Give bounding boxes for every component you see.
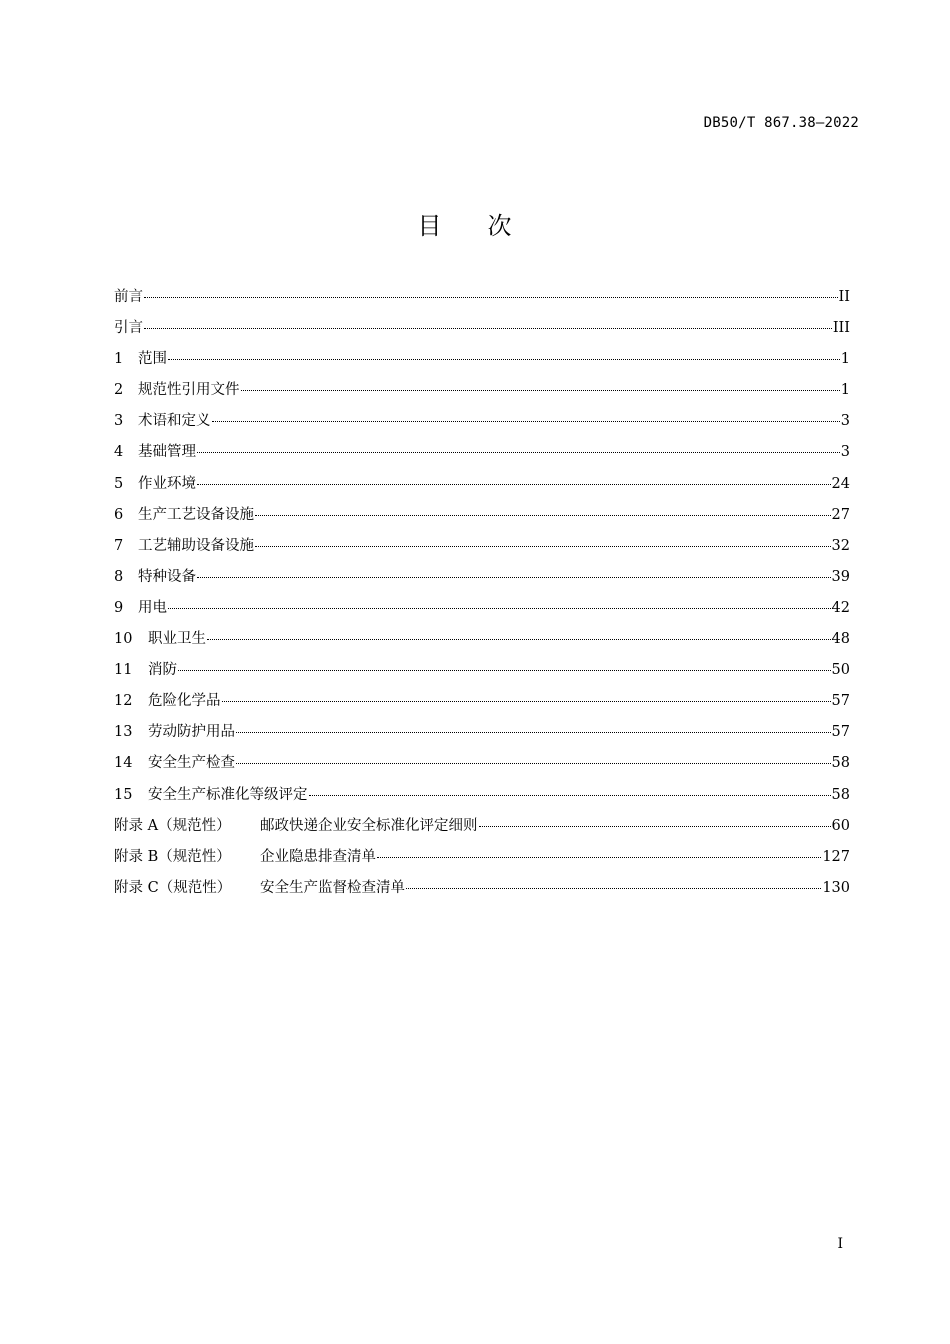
toc-dot-leader: [222, 687, 831, 702]
toc-entry-title: 职业卫生: [148, 631, 206, 648]
toc-entry-page: 39: [831, 568, 850, 585]
toc-entry-title: 前言: [114, 289, 143, 305]
toc-entry-page: 127: [822, 848, 850, 865]
toc-entry-title: 术语和定义: [138, 413, 211, 430]
toc-entry-page: III: [832, 320, 850, 337]
table-of-contents: [114, 285, 850, 907]
document-code: DB50/T 867.38—2022: [703, 115, 859, 131]
toc-entry-number: 11: [114, 662, 133, 679]
toc-entry-title: 作业环境: [138, 475, 196, 492]
toc-dot-leader: [236, 749, 831, 764]
toc-dot-leader: [144, 314, 832, 329]
toc-entry-number: 8: [114, 568, 124, 585]
toc-entry[interactable]: [114, 472, 850, 503]
toc-entry-number: 9: [114, 599, 124, 616]
toc-entry[interactable]: [114, 658, 850, 689]
toc-dot-leader: [197, 563, 831, 578]
toc-entry-page: 58: [831, 786, 850, 803]
toc-entry[interactable]: [114, 751, 850, 782]
toc-dot-leader: [168, 594, 831, 609]
toc-entry[interactable]: [114, 409, 850, 440]
toc-entry-number: 3: [114, 413, 124, 430]
toc-dot-leader: [144, 283, 838, 298]
toc-entry-title: 消防: [148, 662, 177, 679]
toc-dot-leader: [479, 812, 831, 827]
toc-entry-page: 32: [831, 537, 850, 554]
toc-entry-page: 24: [831, 475, 850, 492]
toc-entry-number: 13: [114, 724, 133, 741]
toc-entry-page: 1: [840, 351, 850, 368]
toc-entry-page: 1: [840, 382, 850, 399]
toc-entry[interactable]: [114, 814, 850, 845]
toc-dot-leader: [197, 438, 840, 453]
toc-entry-title: 危险化学品: [148, 693, 221, 710]
toc-entry-page: 50: [831, 662, 850, 679]
toc-entry-title: 企业隐患排查清单: [260, 848, 376, 865]
toc-entry-title: 安全生产标准化等级评定: [148, 786, 308, 803]
toc-entry-title: 生产工艺设备设施: [138, 506, 254, 523]
toc-entry-title: 规范性引用文件: [138, 382, 240, 399]
toc-entry-title: 安全生产监督检查清单: [260, 879, 405, 896]
toc-dot-leader: [255, 501, 831, 516]
toc-entry-title: 邮政快递企业安全标准化评定细则: [260, 817, 478, 834]
toc-dot-leader: [168, 345, 840, 360]
toc-entry[interactable]: [114, 347, 850, 378]
toc-entry[interactable]: [114, 440, 850, 471]
toc-entry-number: 4: [114, 444, 124, 461]
toc-entry[interactable]: [114, 689, 850, 720]
toc-entry[interactable]: [114, 627, 850, 658]
toc-entry-page: 27: [831, 506, 850, 523]
toc-entry-number: 2: [114, 382, 124, 399]
toc-entry[interactable]: [114, 845, 850, 876]
toc-entry-number: 附录 B（规范性）: [114, 848, 231, 865]
toc-dot-leader: [309, 781, 831, 796]
toc-entry-number: 附录 C（规范性）: [114, 879, 232, 896]
toc-entry-page: II: [838, 289, 850, 305]
toc-entry-number: 15: [114, 786, 133, 803]
toc-entry[interactable]: [114, 565, 850, 596]
toc-entry-number: 6: [114, 506, 124, 523]
toc-entry-page: 60: [831, 817, 850, 834]
toc-entry-page: 130: [822, 879, 850, 896]
toc-dot-leader: [406, 874, 821, 889]
toc-entry-page: 58: [831, 755, 850, 772]
toc-entry[interactable]: [114, 316, 850, 347]
toc-entry-title: 用电: [138, 599, 167, 616]
toc-entry-number: 12: [114, 693, 133, 710]
toc-entry[interactable]: [114, 596, 850, 627]
toc-entry[interactable]: [114, 534, 850, 565]
toc-entry[interactable]: [114, 783, 850, 814]
toc-entry-page: 3: [840, 413, 850, 430]
toc-dot-leader: [212, 407, 840, 422]
toc-dot-leader: [255, 532, 831, 547]
toc-entry-title: 引言: [114, 320, 143, 337]
toc-entry-page: 48: [831, 631, 850, 648]
toc-entry[interactable]: [114, 285, 850, 316]
toc-entry-number: 1: [114, 351, 124, 368]
toc-entry[interactable]: [114, 876, 850, 907]
toc-entry-number: 5: [114, 475, 124, 492]
toc-entry[interactable]: [114, 503, 850, 534]
toc-dot-leader: [178, 656, 831, 671]
toc-entry-page: 57: [831, 693, 850, 710]
toc-entry-page: 3: [840, 444, 850, 461]
toc-entry-title: 基础管理: [138, 444, 196, 461]
toc-dot-leader: [377, 843, 821, 858]
toc-dot-leader: [207, 625, 831, 640]
toc-entry[interactable]: [114, 720, 850, 751]
toc-entry-page: 42: [831, 599, 850, 616]
page-title: 目次: [417, 212, 558, 240]
toc-entry-number: 7: [114, 537, 124, 554]
toc-dot-leader: [236, 718, 831, 733]
toc-entry-page: 57: [831, 724, 850, 741]
toc-entry-title: 范围: [138, 351, 167, 368]
toc-entry-number: 14: [114, 755, 133, 772]
toc-entry-number: 附录 A（规范性）: [114, 817, 231, 834]
toc-dot-leader: [197, 470, 831, 485]
toc-entry-title: 工艺辅助设备设施: [138, 537, 254, 554]
page-number: I: [837, 1236, 843, 1252]
toc-dot-leader: [241, 376, 840, 391]
toc-entry-number: 10: [114, 631, 133, 648]
toc-entry-title: 安全生产检查: [148, 755, 235, 772]
toc-entry[interactable]: [114, 378, 850, 409]
toc-entry-title: 劳动防护用品: [148, 724, 235, 741]
toc-entry-title: 特种设备: [138, 568, 196, 585]
